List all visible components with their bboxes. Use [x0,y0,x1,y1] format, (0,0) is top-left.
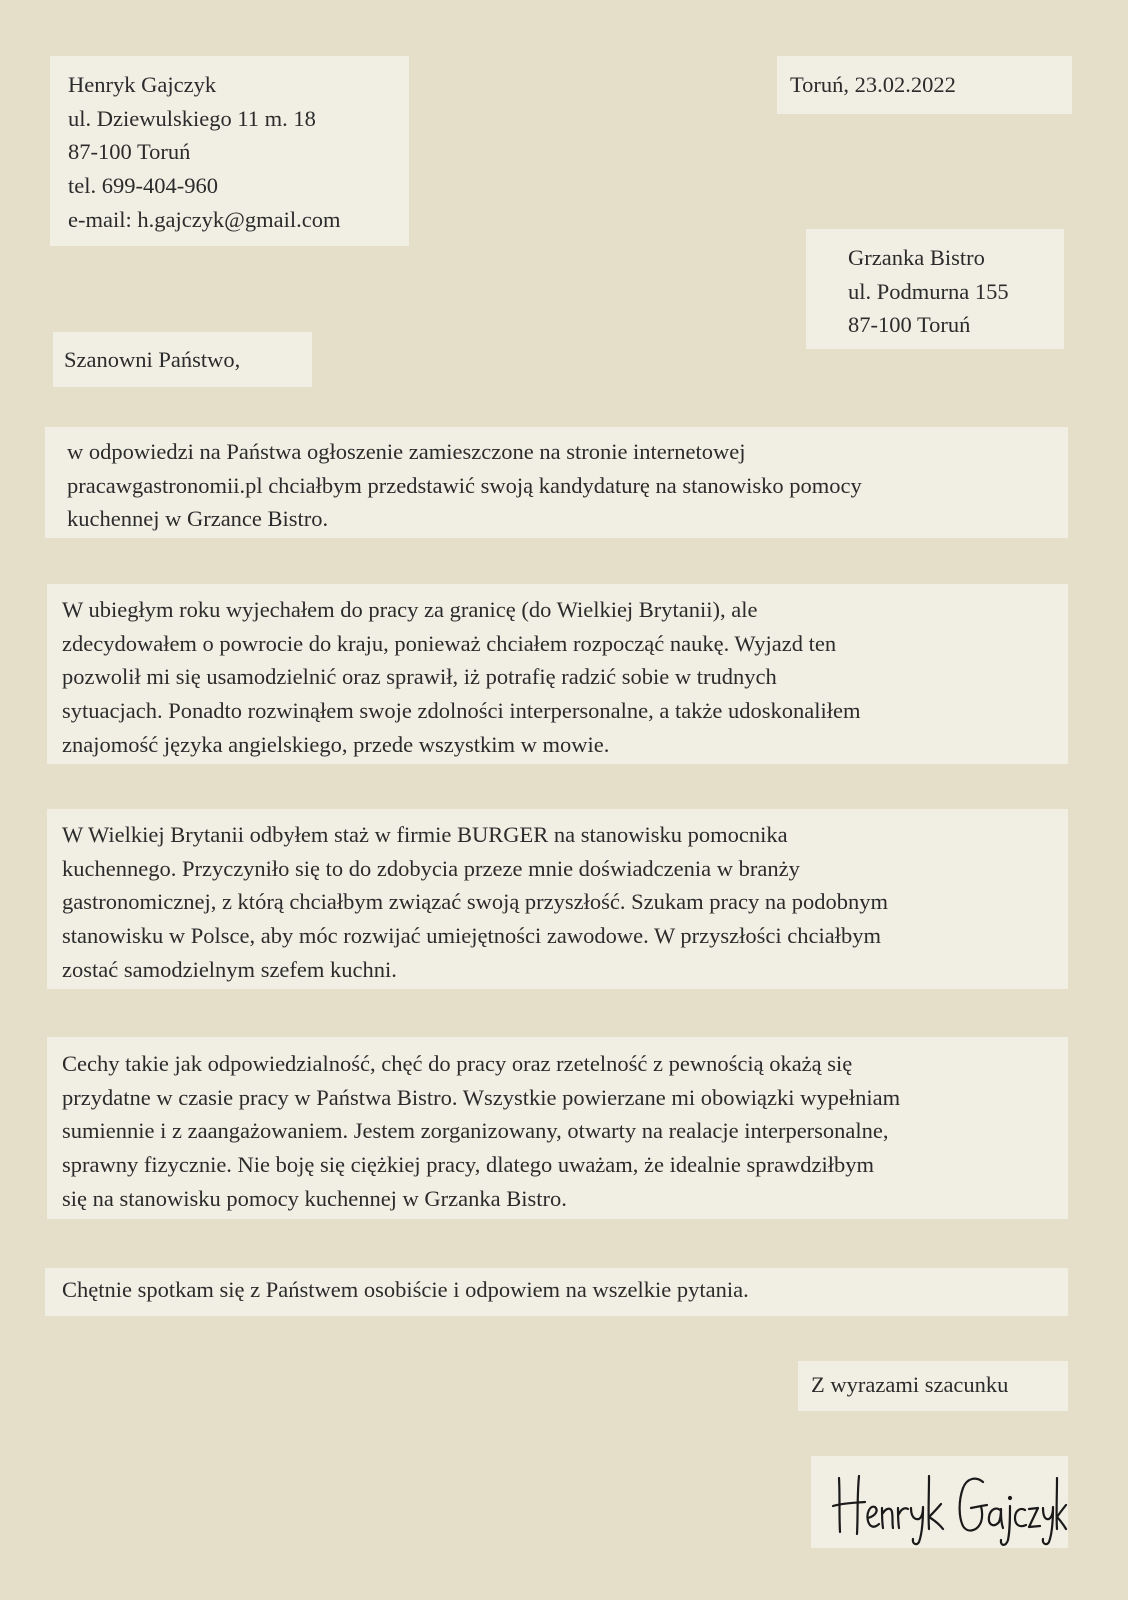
closing-text: Z wyrazami szacunku [811,1372,1009,1397]
paragraph-internship [47,809,1068,989]
paragraph-line: Cechy takie jak odpowiedzialność, chęć do pracy oraz rzetelność z pewnością okażą się [62,1051,853,1076]
paragraph-line: kuchennego. Przyczyniło się to do zdobycia przeze mnie doświadczenia w branży [62,855,800,881]
sender-street: ul. Dziewulskiego 11 m. 18 [68,105,316,131]
paragraph-meeting [45,1268,1068,1316]
letter-date: Toruń, 23.02.2022 [790,72,956,97]
paragraph-line: się na stanowisku pomocy kuchennej w Grzanka Bistro. [62,1185,567,1211]
paragraph-experience-abroad [47,584,1068,764]
paragraph-line: zostać samodzielnym szefem kuchni. [62,956,397,982]
paragraph-qualities [47,1037,1068,1219]
paragraph-intro [45,427,1068,538]
paragraph-line: W ubiegłym roku wyjechałem do pracy za granicę (do Wielkiej Brytanii), ale [62,597,758,622]
paragraph-line: Chętnie spotkam się z Państwem osobiście i odpowiem na wszelkie pytania. [62,1277,749,1302]
paragraph-line: pozwolił mi się usamodzielnić oraz sprawił, iż potrafię radzić sobie w trudnych [62,664,777,690]
closing-block [798,1361,1068,1411]
recipient-street: ul. Podmurna 155 [848,278,1009,304]
paragraph-line: sytuacjach. Ponadto rozwinąłem swoje zdolności interpersonalne, a także udoskonaliłem [62,698,861,724]
handwritten-signature [811,1456,1068,1548]
recipient-address-block [806,229,1064,349]
recipient-city: 87-100 Toruń [848,312,971,338]
sender-name: Henryk Gajczyk [68,72,217,97]
paragraph-line: stanowisku w Polsce, aby móc rozwijać umiejętności zawodowe. W przyszłości chciałbym [62,923,881,949]
paragraph-line: sprawny fizycznie. Nie boję się ciężkiej pracy, dlatego uważam, że idealnie sprawdziłbym [62,1152,874,1178]
recipient-name: Grzanka Bistro [848,245,985,270]
paragraph-line: pracawgastronomii.pl chciałbym przedstawić swoją kandydaturę na stanowisko pomocy [67,472,862,498]
sender-address-block [50,56,409,246]
paragraph-line: sumiennie i z zaangażowaniem. Jestem zorganizowany, otwarty na realacje interpersonalne, [62,1118,889,1144]
paragraph-line: kuchennej w Grzance Bistro. [67,506,329,532]
greeting-text: Szanowni Państwo, [64,347,241,372]
date-block [777,56,1072,114]
sender-city: 87-100 Toruń [68,139,191,165]
paragraph-line: znajomość języka angielskiego, przede wszystkim w mowie. [62,731,610,757]
paragraph-line: zdecydowałem o powrocie do kraju, ponieważ chciałem rozpocząć naukę. Wyjazd ten [62,630,837,656]
greeting-block [53,332,312,387]
paragraph-line: w odpowiedzi na Państwa ogłoszenie zamieszczone na stronie internetowej [67,439,746,464]
sender-phone: tel. 699-404-960 [68,173,218,199]
sender-email: e-mail: h.gajczyk@gmail.com [68,206,341,232]
signature-block [811,1456,1068,1548]
paragraph-line: gastronomicznej, z którą chciałbym związać swoją przyszłość. Szukam pracy na podobnym [62,889,888,915]
paragraph-line: przydatne w czasie pracy w Państwa Bistro. Wszystkie powierzane mi obowiązki wypełniam [62,1084,901,1110]
paragraph-line: W Wielkiej Brytanii odbyłem staż w firmie BURGER na stanowisku pomocnika [62,822,788,847]
